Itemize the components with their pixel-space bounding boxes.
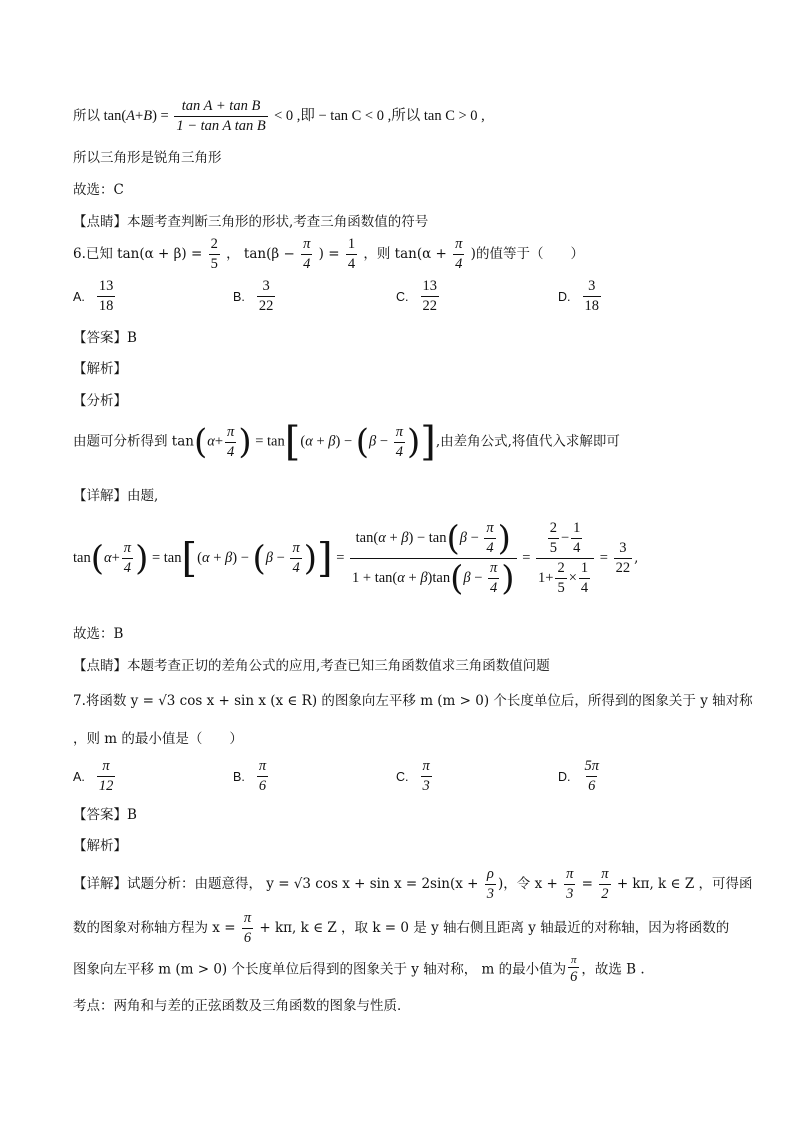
fraction-2-5: $\frac{2}{5}$ xyxy=(210,236,218,272)
q7-option-d[interactable]: D. $\frac{5\pi}{6}$ xyxy=(558,758,600,794)
line1-tail: < 0 ,即 − tan C < 0 ,所以 tan C > 0 , xyxy=(274,108,485,124)
question-7-stem-line1: 7.将函数 y = √3 cos x + sin x (x ∈ R) 的图象向左平移 m (m > 0) 个长度单位后，所得到的图象关于 y 轴对称 xyxy=(73,693,753,709)
q6-fenxi-heading: 【分析】 xyxy=(73,393,127,409)
fraction-1-4: $\frac{1}{4}$ xyxy=(347,236,356,272)
q6-option-a[interactable]: A. $\frac{13}{18}$ xyxy=(73,278,114,314)
q7-detail-line3: 图象向左平移 m (m > 0) 个长度单位后得到的图象关于 y 轴对称， m 的最小值为 $\frac{\pi}{6}$ ，故选 B . xyxy=(73,954,645,985)
q7-detail-line2: 数的图象对称轴方程为 x = $\frac{\pi}{6}$ + kπ, k ∈ Z ，取 k = 0 是 y 轴右侧且距离 y 轴最近的对称轴，因为将函数的 xyxy=(73,910,730,946)
line-acute-triangle: 所以三角形是锐角三角形 xyxy=(73,150,222,166)
q7-option-a[interactable]: A. $\frac{\pi}{12}$ xyxy=(73,758,114,794)
q7-answer: 【答案】B xyxy=(73,807,137,823)
tan-sum-fraction: $\frac{\text{tan A + tan B}}{\text{1 − tan A tan B}}$ xyxy=(176,98,266,134)
line-tan-sum: 所以 tan(A+B) = $\frac{\text{tan A + tan B}}{\text{1 − tan A tan B}}$ < 0 ,即 − tan C < 0 ,所以 tan C > 0 , xyxy=(73,98,485,134)
q7-option-b[interactable]: B. $\frac{\pi}{6}$ xyxy=(233,758,267,794)
q6-jiexi-heading: 【解析】 xyxy=(73,361,127,377)
line-choose-c: 故选：C xyxy=(73,182,124,198)
q6-option-d[interactable]: D. $\frac{3}{18}$ xyxy=(558,278,599,314)
fraction-pi-4-b: $\frac{\pi}{4}$ xyxy=(455,236,463,272)
line-key-point-5: 【点睛】本题考查判断三角形的形状,考查三角函数值的符号 xyxy=(73,214,429,230)
big-fraction: tan(α + β) − tan(β − $\frac{\pi}{4}$ ) 1 + tan(α + β)tan(β − $\frac{\pi}{4}$ ) xyxy=(352,518,515,599)
line1-prefix: 所以 xyxy=(73,108,100,124)
q6-analysis: 由题可分析得到 tan(α+ $\frac{\pi}{4}$ ) = tan[(α + β) − (β − $\frac{\pi}{4}$ )],由差角公式,将值代入求解即可 xyxy=(73,419,620,465)
question-7-stem-line2: ，则 m 的最小值是（ ） xyxy=(73,731,243,747)
q7-detail-line1: 【详解】试题分析：由题意得， y = √3 cos x + sin x = 2sin(x + $\frac{\rho}{3}$ )，令 x + $\frac{\pi}{3}$ = $\frac{\pi}{2}$ + kπ, k ∈ Z ，可得函 xyxy=(73,866,753,902)
q6-key-point: 【点睛】本题考查正切的差角公式的应用,考查已知三角函数值求三角函数值问题 xyxy=(73,658,550,674)
numeric-fraction: $\frac{2}{5}$ − $\frac{1}{4}$ 1+ $\frac{2}{5}$ × $\frac{1}{4}$ xyxy=(536,520,594,597)
q6-detail-heading: 【详解】由题, xyxy=(73,488,159,504)
q7-kaodian: 考点：两角和与差的正弦函数及三角函数的图象与性质． xyxy=(73,998,411,1014)
fraction-pi-4: $\frac{\pi}{4}$ xyxy=(303,236,311,272)
q6-choose-b: 故选：B xyxy=(73,626,124,642)
q7-option-c[interactable]: C. $\frac{\pi}{3}$ xyxy=(396,758,430,794)
q6-answer: 【答案】B xyxy=(73,330,137,346)
q6-option-c[interactable]: C. $\frac{13}{22}$ xyxy=(396,278,437,314)
q6-detail-equation: tan(α+ $\frac{\pi}{4}$ ) = tan[(α + β) − (β − $\frac{\pi}{4}$ )] = tan(α + β) − tan(β − $\frac{\pi}{4}$ ) 1 + tan(α + β)tan(β − $\frac{\pi}{4}$ ) = $\frac{2}{5}$ − $\frac{1}{4}$ 1+ $\frac{2}{5}$ × $\frac{1}{4}$ = $\frac{3}{22}$ , xyxy=(73,518,639,599)
question-6-stem: 6.已知 tan(α + β) = $\frac{2}{5}$ ， tan(β − $\frac{\pi}{4}$ ) = $\frac{1}{4}$ ，则 tan(α + $\frac{\pi}{4}$ )的值等于（ ） xyxy=(73,236,584,272)
result-fraction: $\frac{3}{22}$ xyxy=(615,540,631,576)
q7-jiexi-heading: 【解析】 xyxy=(73,838,127,854)
q6-option-b[interactable]: B. $\frac{3}{22}$ xyxy=(233,278,274,314)
